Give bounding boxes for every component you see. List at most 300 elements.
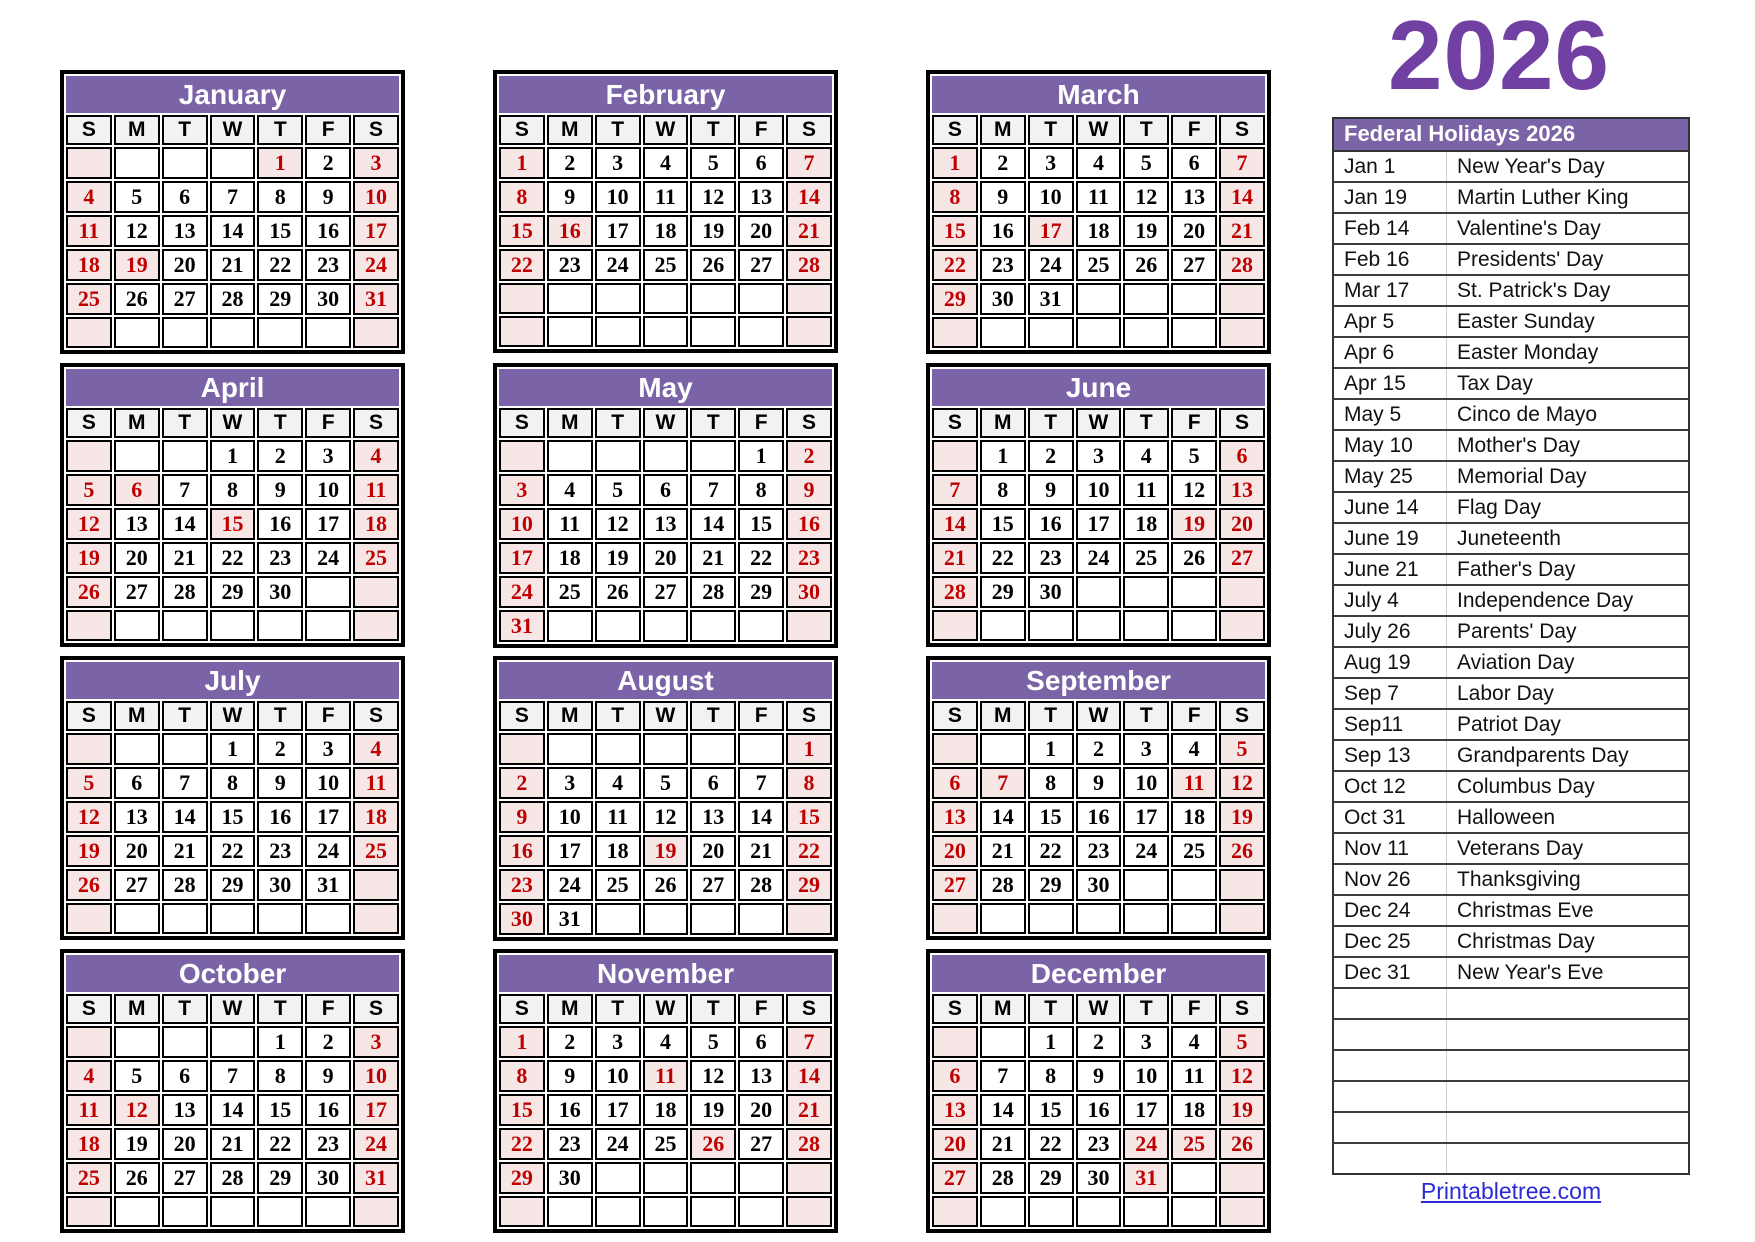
holiday-date: Jan 19 [1344,185,1408,209]
weekday-header: T [1123,115,1169,145]
date-cell: 13 [114,801,160,833]
date-cell: 7 [786,1026,832,1058]
weekday-header: S [66,994,112,1024]
date-cell: 23 [786,542,832,574]
date-cell [305,903,351,934]
date-cell: 15 [932,215,978,247]
holiday-name: Father's Day [1446,555,1688,584]
month-title: August [499,662,832,699]
date-cell [980,903,1026,934]
date-cell: 26 [66,576,112,608]
date-cell: 26 [690,1128,736,1160]
date-cell: 18 [1171,1094,1217,1126]
date-cell: 29 [257,283,303,315]
date-cell: 31 [1123,1162,1169,1194]
date-cell: 5 [1219,733,1265,765]
date-cell: 28 [1219,249,1265,281]
date-cell [1076,576,1122,608]
date-cell [738,1196,784,1227]
weekday-header-row [66,994,399,1024]
date-cell: 12 [66,801,112,833]
week-row [499,1196,832,1227]
date-cell: 31 [353,283,399,315]
date-cell: 27 [643,576,689,608]
date-cell: 2 [547,147,593,179]
date-cell [162,733,208,765]
date-cell: 3 [547,767,593,799]
date-cell [932,317,978,348]
date-cell: 30 [257,869,303,901]
week-row [66,1094,399,1126]
holiday-name [1446,989,1688,1018]
date-cell: 12 [643,801,689,833]
holiday-name: Patriot Day [1446,710,1688,739]
holiday-row [1334,462,1688,493]
date-cell: 23 [1028,542,1074,574]
holiday-name: Easter Monday [1446,338,1688,367]
holiday-date: Mar 17 [1344,278,1410,302]
date-cell [114,147,160,179]
month-july [60,656,405,940]
holiday-date: Apr 5 [1344,309,1395,333]
holiday-row [1334,276,1688,307]
week-row [932,1128,1265,1160]
date-cell: 17 [1076,508,1122,540]
date-cell [499,283,545,314]
week-row [932,317,1265,348]
date-cell: 12 [690,181,736,213]
date-cell: 14 [738,801,784,833]
date-cell: 15 [499,215,545,247]
date-cell: 7 [690,474,736,506]
month-table [64,699,401,936]
date-cell: 26 [690,249,736,281]
date-cell: 11 [66,215,112,247]
date-cell: 27 [162,283,208,315]
date-cell [1123,283,1169,315]
holiday-date: May 10 [1344,433,1413,457]
date-cell [690,903,736,935]
date-cell [1219,1162,1265,1194]
weekday-header: S [499,115,545,145]
holiday-name: Memorial Day [1446,462,1688,491]
week-row [932,835,1265,867]
week-row [66,147,399,179]
date-cell [547,440,593,472]
week-row [66,1162,399,1194]
holiday-name: Christmas Eve [1446,896,1688,925]
date-cell: 18 [66,249,112,281]
date-cell: 24 [595,249,641,281]
weekday-header: S [1219,701,1265,731]
date-cell [162,903,208,934]
date-cell [786,316,832,347]
weekday-header: M [980,408,1026,438]
date-cell: 6 [162,181,208,213]
date-cell [1171,283,1217,315]
date-cell: 19 [1219,1094,1265,1126]
date-cell: 14 [210,1094,256,1126]
holiday-row [1334,307,1688,338]
date-cell: 1 [980,440,1026,472]
week-row [932,903,1265,934]
date-cell: 4 [353,440,399,472]
weekday-header: W [1076,994,1122,1024]
date-cell: 2 [1076,1026,1122,1058]
date-cell: 5 [66,474,112,506]
holiday-date: May 5 [1344,402,1402,426]
date-cell: 4 [66,1060,112,1092]
week-row [66,835,399,867]
date-cell: 20 [162,249,208,281]
weekday-header: M [547,115,593,145]
weekday-header: T [1123,408,1169,438]
date-cell: 22 [499,1128,545,1160]
weekday-header: F [1171,408,1217,438]
date-cell: 17 [595,1094,641,1126]
date-cell: 7 [162,474,208,506]
date-cell: 23 [499,869,545,901]
date-cell [547,610,593,642]
date-cell: 16 [1028,508,1074,540]
date-cell [786,903,832,935]
date-cell: 30 [547,1162,593,1194]
date-cell: 21 [738,835,784,867]
date-cell: 18 [547,542,593,574]
holiday-date: Sep 7 [1344,681,1399,705]
date-cell: 8 [257,181,303,213]
holiday-row [1334,896,1688,927]
date-cell: 13 [690,801,736,833]
date-cell: 5 [1123,147,1169,179]
date-cell: 8 [1028,1060,1074,1092]
weekday-header: M [980,994,1026,1024]
date-cell [353,317,399,348]
printabletree-link[interactable]: Printabletree.com [1420,1178,1602,1204]
weekday-header-row [66,115,399,145]
date-cell [1171,903,1217,934]
holiday-date: Dec 31 [1344,960,1411,984]
week-row [499,249,832,281]
date-cell [66,440,112,472]
holiday-name [1446,1051,1688,1080]
date-cell: 22 [980,542,1026,574]
date-cell: 13 [643,508,689,540]
date-cell: 9 [305,1060,351,1092]
weekday-header-row [499,408,832,438]
week-row [66,181,399,213]
date-cell: 16 [980,215,1026,247]
date-cell [690,733,736,765]
month-february [493,70,838,353]
holiday-date: June 19 [1344,526,1419,550]
month-title: May [499,369,832,406]
week-row [66,903,399,934]
weekday-header-row [499,115,832,145]
week-row [499,576,832,608]
month-table [497,113,834,349]
date-cell [1028,317,1074,348]
date-cell [162,610,208,641]
date-cell: 7 [980,767,1026,799]
date-cell [980,610,1026,641]
date-cell: 24 [1028,249,1074,281]
date-cell: 24 [305,542,351,574]
date-cell [210,903,256,934]
date-cell: 12 [114,1094,160,1126]
date-cell: 14 [786,1060,832,1092]
date-cell: 6 [690,767,736,799]
date-cell: 5 [114,1060,160,1092]
date-cell: 4 [643,1026,689,1058]
week-row [932,733,1265,765]
weekday-header: M [114,701,160,731]
date-cell: 28 [786,1128,832,1160]
date-cell [499,733,545,765]
date-cell: 22 [1028,835,1074,867]
week-row [66,542,399,574]
date-cell [1219,869,1265,901]
date-cell: 11 [1171,1060,1217,1092]
date-cell [114,1196,160,1227]
holiday-name: Labor Day [1446,679,1688,708]
holiday-name: Christmas Day [1446,927,1688,956]
date-cell: 29 [980,576,1026,608]
date-cell: 1 [1028,733,1074,765]
date-cell: 13 [738,181,784,213]
date-cell: 13 [1171,181,1217,213]
weekday-header: F [738,115,784,145]
date-cell: 25 [1171,1128,1217,1160]
weekday-header: S [499,408,545,438]
weekday-header-row [66,408,399,438]
date-cell: 20 [738,215,784,247]
date-cell [1028,610,1074,641]
date-cell: 16 [305,215,351,247]
date-cell [66,610,112,641]
date-cell: 19 [66,542,112,574]
date-cell: 19 [1123,215,1169,247]
date-cell: 26 [1123,249,1169,281]
date-cell: 4 [353,733,399,765]
date-cell: 7 [162,767,208,799]
date-cell [257,1196,303,1227]
date-cell: 27 [1171,249,1217,281]
weekday-header: S [66,115,112,145]
weekday-header: M [547,994,593,1024]
date-cell: 16 [257,801,303,833]
date-cell: 6 [162,1060,208,1092]
month-table [497,992,834,1229]
date-cell: 18 [595,835,641,867]
date-cell: 25 [595,869,641,901]
date-cell: 6 [1219,440,1265,472]
month-title: September [932,662,1265,699]
date-cell [932,610,978,641]
date-cell: 22 [499,249,545,281]
holiday-row [1334,338,1688,369]
date-cell: 19 [1171,508,1217,540]
date-cell: 18 [353,801,399,833]
weekday-header: T [595,115,641,145]
date-cell: 16 [257,508,303,540]
date-cell [738,283,784,314]
date-cell: 4 [1076,147,1122,179]
week-row [499,1162,832,1194]
date-cell: 30 [786,576,832,608]
holiday-name: New Year's Day [1446,152,1688,181]
week-row [66,474,399,506]
week-row [499,181,832,213]
date-cell: 11 [66,1094,112,1126]
date-cell [980,317,1026,348]
date-cell: 26 [643,869,689,901]
date-cell: 23 [547,1128,593,1160]
weekday-header: M [114,408,160,438]
holiday-row [1334,958,1688,989]
date-cell [66,903,112,934]
date-cell: 16 [547,1094,593,1126]
date-cell: 25 [1171,835,1217,867]
holiday-date: July 4 [1344,588,1399,612]
date-cell: 11 [547,508,593,540]
date-cell: 21 [932,542,978,574]
date-cell: 13 [114,508,160,540]
date-cell: 6 [738,147,784,179]
date-cell: 28 [162,869,208,901]
date-cell: 31 [353,1162,399,1194]
date-cell: 31 [305,869,351,901]
date-cell: 14 [980,801,1026,833]
date-cell: 24 [353,1128,399,1160]
date-cell: 28 [210,283,256,315]
weekday-header: T [162,701,208,731]
date-cell: 3 [1076,440,1122,472]
date-cell [210,610,256,641]
week-row [66,733,399,765]
week-row [499,767,832,799]
date-cell: 8 [257,1060,303,1092]
holiday-row [1334,772,1688,803]
month-table [64,113,401,350]
date-cell: 20 [738,1094,784,1126]
holiday-row [1334,989,1688,1020]
date-cell [786,1196,832,1227]
weekday-header: S [353,994,399,1024]
holiday-row [1334,555,1688,586]
date-cell: 24 [547,869,593,901]
holiday-name: St. Patrick's Day [1446,276,1688,305]
date-cell: 26 [114,283,160,315]
holiday-name [1446,1144,1688,1173]
date-cell [162,1196,208,1227]
date-cell: 1 [932,147,978,179]
date-cell: 2 [1028,440,1074,472]
date-cell [1028,903,1074,934]
date-cell: 1 [210,733,256,765]
week-row [66,869,399,901]
weekday-header: T [595,701,641,731]
week-row [932,1094,1265,1126]
date-cell: 17 [1028,215,1074,247]
date-cell: 27 [114,576,160,608]
date-cell: 20 [643,542,689,574]
date-cell [547,1196,593,1227]
date-cell: 22 [210,835,256,867]
date-cell [1123,576,1169,608]
date-cell: 17 [1123,801,1169,833]
date-cell: 29 [738,576,784,608]
date-cell [1076,283,1122,315]
week-row [499,1128,832,1160]
date-cell: 5 [1171,440,1217,472]
holiday-row [1334,1082,1688,1113]
date-cell: 10 [1076,474,1122,506]
date-cell: 20 [114,542,160,574]
weekday-header: S [932,408,978,438]
date-cell [643,316,689,347]
date-cell: 9 [499,801,545,833]
holiday-row [1334,927,1688,958]
date-cell: 17 [353,1094,399,1126]
date-cell: 16 [305,1094,351,1126]
date-cell: 15 [210,508,256,540]
weekday-header: T [690,115,736,145]
weekday-header: T [257,115,303,145]
date-cell [1076,610,1122,641]
month-title: July [66,662,399,699]
date-cell [690,610,736,642]
date-cell: 17 [499,542,545,574]
holiday-row [1334,493,1688,524]
date-cell: 4 [1171,1026,1217,1058]
date-cell: 11 [595,801,641,833]
date-cell: 3 [595,147,641,179]
date-cell [353,610,399,641]
date-cell [162,147,208,179]
date-cell [595,283,641,314]
month-september [926,656,1271,940]
date-cell: 19 [690,215,736,247]
date-cell [353,903,399,934]
holiday-row [1334,152,1688,183]
date-cell: 13 [162,215,208,247]
date-cell [162,1026,208,1058]
date-cell: 10 [547,801,593,833]
date-cell: 13 [738,1060,784,1092]
month-august [493,656,838,941]
date-cell: 10 [595,1060,641,1092]
date-cell: 12 [1219,767,1265,799]
weekday-header: S [786,408,832,438]
weekday-header: M [114,115,160,145]
weekday-header: F [738,408,784,438]
weekday-header: M [980,701,1026,731]
date-cell: 3 [595,1026,641,1058]
date-cell: 23 [980,249,1026,281]
weekday-header: T [1028,115,1074,145]
date-cell: 6 [114,474,160,506]
date-cell: 14 [162,801,208,833]
date-cell [786,1162,832,1194]
week-row [499,147,832,179]
week-row [499,508,832,540]
week-row [932,801,1265,833]
date-cell [114,610,160,641]
date-cell: 3 [305,733,351,765]
holiday-name: Columbus Day [1446,772,1688,801]
date-cell: 8 [786,767,832,799]
